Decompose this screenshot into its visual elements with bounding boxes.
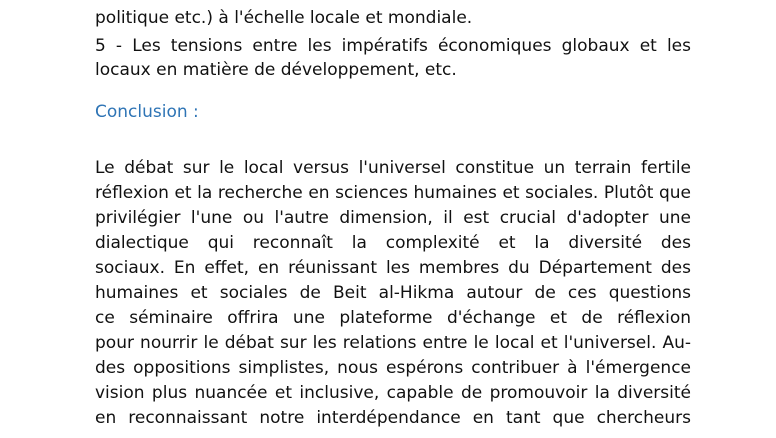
list-item-5: 5 - Les tensions entre les impératifs économiques globaux et les: [95, 36, 691, 56]
list-item-5-continuation: locaux en matière de développement, etc.: [95, 60, 457, 80]
paragraph-line: des oppositions simplistes, nous espérons contribuer à l'émergence: [95, 358, 691, 378]
paragraph-line: sociaux. En effet, en réunissant les membres du Département des: [95, 258, 691, 278]
paragraph-line: Le débat sur le local versus l'universel constitue un terrain fertile: [95, 158, 691, 178]
paragraph-line: dialectique qui reconnaît la complexité et la diversité des: [95, 233, 691, 253]
paragraph-line: humaines et sociales de Beit al-Hikma autour de ces questions: [95, 283, 691, 303]
paragraph-line: réflexion et la recherche en sciences humaines et sociales. Plutôt que: [95, 183, 691, 203]
paragraph-line: pour nourrir le débat sur les relations entre le local et l'universel. Au-: [95, 333, 691, 353]
paragraph-line: en reconnaissant notre interdépendance en tant que chercheurs: [95, 408, 691, 428]
list-item-4-continuation: politique etc.) à l'échelle locale et mondiale.: [95, 8, 473, 28]
paragraph-line: ce séminaire offrira une plateforme d'échange et de réflexion: [95, 308, 691, 328]
paragraph-line: vision plus nuancée et inclusive, capable de promouvoir la diversité: [95, 383, 691, 403]
section-heading-conclusion: Conclusion :: [95, 102, 199, 122]
paragraph-line: privilégier l'une ou l'autre dimension, il est crucial d'adopter une: [95, 208, 691, 228]
